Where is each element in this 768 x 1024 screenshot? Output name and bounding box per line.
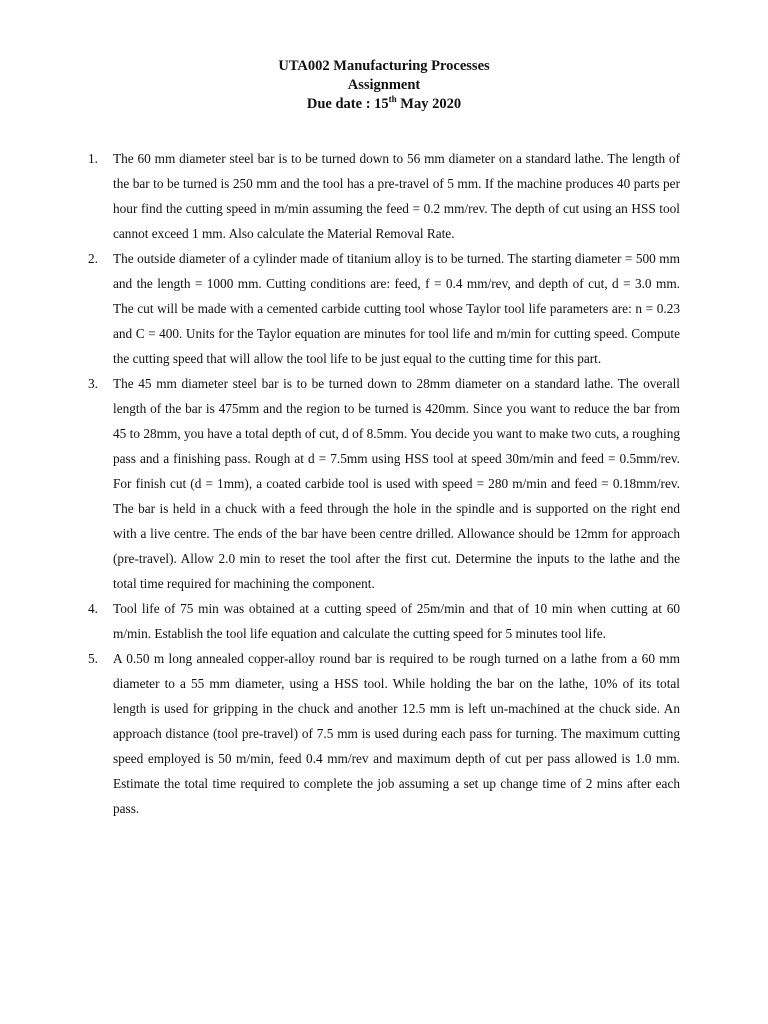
question-number: 4.	[88, 601, 98, 616]
document-header	[0, 57, 768, 114]
question-text: The outside diameter of a cylinder made of titanium alloy is to be turned. The starting diameter = 500 mm and the length = 1000 mm. Cutting conditions are: feed, f = 0.4 mm/rev, and depth of cut, d = 3.0 mm. The cut will be made with a cemented carbide cutting tool whose Taylor tool life parameters are: n = 0.23 and C = 400. Units for the Taylor equation are minutes for tool life and m/min for cutting speed. Compute the cutting speed that will allow the tool life to be just equal to the cutting time for this part.	[113, 251, 680, 366]
question-number: 5.	[88, 651, 98, 666]
question-list	[88, 146, 680, 821]
question-text: The 45 mm diameter steel bar is to be turned down to 28mm diameter on a standard lathe. The overall length of the bar is 475mm and the region to be turned is 420mm. Since you want to reduce the bar from 45 to 28mm, you have a total depth of cut, d of 8.5mm. You decide you want to make two cuts, a roughing pass and a finishing pass. Rough at d = 7.5mm using HSS tool at speed 30m/min and feed = 0.5mm/rev. For finish cut (d = 1mm), a coated carbide tool is used with speed = 280 m/min and feed = 0.18mm/rev. The bar is held in a chuck with a feed through the hole in the spindle and is supported on the right end with a live centre. The ends of the bar have been centre drilled. Allowance should be 12mm for approach (pre-travel). Allow 2.0 min to reset the tool after the first cut. Determine the inputs to the lathe and the total time required for machining the component.	[113, 376, 680, 591]
question-3	[88, 371, 680, 596]
question-4	[88, 596, 680, 646]
question-number: 3.	[88, 376, 98, 391]
course-title: UTA002 Manufacturing Processes	[278, 58, 490, 74]
due-date-prefix: Due date : 15	[306, 96, 389, 112]
question-text: The 60 mm diameter steel bar is to be turned down to 56 mm diameter on a standard lathe. The length of the bar to be turned is 250 mm and the tool has a pre-travel of 5 mm. If the machine produces 40 parts per hour find the cutting speed in m/min assuming the feed = 0.2 mm/rev. The depth of cut using an HSS tool cannot exceed 1 mm. Also calculate the Material Removal Rate.	[113, 151, 680, 241]
due-date-ordinal: th	[388, 94, 397, 105]
question-number: 2.	[88, 251, 98, 266]
question-2	[88, 246, 680, 371]
question-5	[88, 646, 680, 821]
question-text: Tool life of 75 min was obtained at a cutting speed of 25m/min and that of 10 min when cutting at 60 m/min. Establish the tool life equation and calculate the cutting speed for 5 minutes tool life.	[113, 601, 680, 641]
due-date-suffix: May 2020	[396, 96, 462, 112]
due-date	[0, 95, 768, 114]
question-text: A 0.50 m long annealed copper-alloy round bar is required to be rough turned on a lathe from a 60 mm diameter to a 55 mm diameter, using a HSS tool. While holding the bar on the lathe, 10% of its total length is used for gripping in the chuck and another 12.5 mm is left un-machined at the chuck side. An approach distance (tool pre-travel) of 7.5 mm is used during each pass for turning. The maximum cutting speed employed is 50 m/min, feed 0.4 mm/rev and maximum depth of cut per pass allowed is 1.0 mm. Estimate the total time required to complete the job assuming a set up change time of 2 mins after each pass.	[113, 651, 680, 816]
question-number: 1.	[88, 151, 98, 166]
question-1	[88, 146, 680, 246]
document-type: Assignment	[347, 77, 421, 93]
